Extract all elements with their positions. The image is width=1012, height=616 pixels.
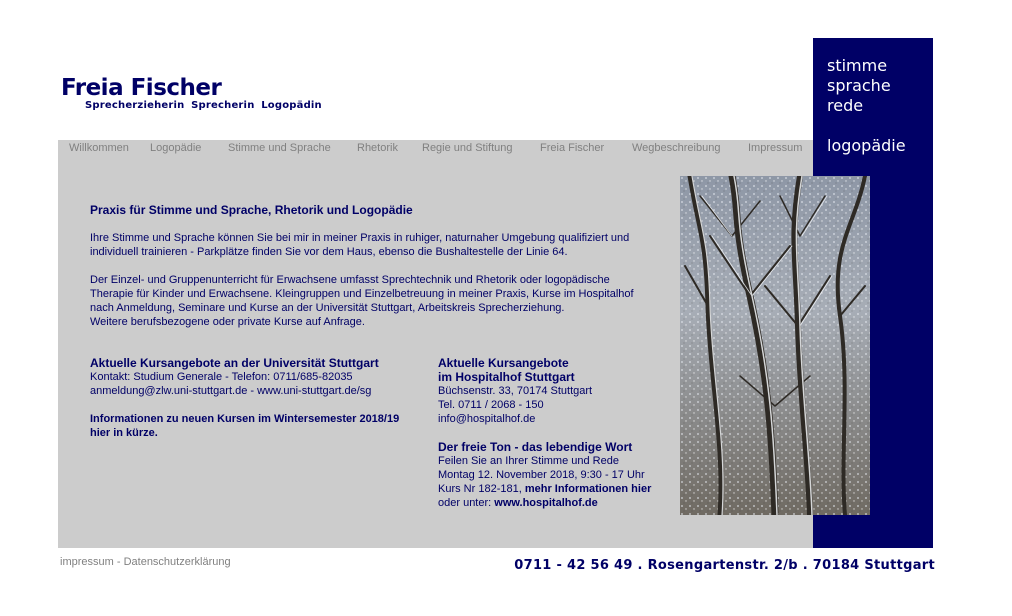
nav-item-rhetorik[interactable]: Rhetorik	[357, 142, 398, 154]
requests-paragraph: Weitere berufsbezogene oder private Kurse auf Anfrage.	[90, 316, 365, 328]
event-line-4	[438, 496, 598, 510]
hospital-phone: Tel. 0711 / 2068 - 150	[438, 399, 544, 411]
nav-item-regie-und-stiftung[interactable]: Regie und Stiftung	[422, 142, 513, 154]
event-course-number: Kurs Nr 182-181,	[438, 483, 525, 495]
uni-info-line-2[interactable]: hier in kürze.	[90, 427, 158, 439]
snow-trees-photo	[680, 176, 870, 515]
nav-item-stimme-und-sprache[interactable]: Stimme und Sprache	[228, 142, 331, 154]
uni-contact: Kontakt: Studium Generale - Telefon: 0711/685-82035	[90, 371, 353, 383]
side-word-sprache: sprache	[827, 76, 891, 95]
uni-info-line-1[interactable]: Informationen zu neuen Kursen im Wintersemester 2018/19	[90, 413, 400, 425]
brand-subtitle: Sprecherzieherin Sprecherin Logopädin	[85, 100, 322, 111]
brand-name: Freia Fischer	[61, 75, 222, 101]
event-line-3	[438, 482, 651, 496]
uni-link-separator: -	[247, 385, 258, 397]
event-more-info-link[interactable]: mehr Informationen hier	[524, 483, 652, 495]
uni-links	[90, 384, 371, 398]
side-word-rede: rede	[827, 96, 864, 115]
side-logo-logopaedie: logopädie	[827, 136, 906, 155]
footer-impressum-link[interactable]: impressum	[60, 556, 114, 568]
footer-separator: -	[113, 556, 124, 568]
footer-datenschutz-link[interactable]: Datenschutzerklärung	[123, 556, 231, 568]
services-paragraph: Der Einzel- und Gruppenunterricht für Erwachsene umfasst Sprechtechnik und Rhetorik oder logopädische Therapie für Kinder und Erwachsene. Kleingruppen und Einzelbetreuung in meiner Praxis, Kurse im Hospitalhof nach Anmeldung, Seminare und Kurse an der Universität Stuttgart, Arbeitskreis Sprecherziehung.	[90, 274, 634, 314]
uni-email-link[interactable]: anmeldung@zlw.uni-stuttgart.de	[90, 385, 248, 397]
nav-item-logopaedie[interactable]: Logopädie	[150, 142, 202, 154]
footer-links	[60, 556, 231, 568]
footer-contact: 0711 - 42 56 49 . Rosengartenstr. 2/b . 70184 Stuttgart	[514, 558, 935, 573]
uni-heading: Aktuelle Kursangebote an der Universität Stuttgart	[90, 356, 379, 370]
hospital-address: Büchsenstr. 33, 70174 Stuttgart	[438, 385, 593, 397]
event-line-2: Montag 12. November 2018, 9:30 - 17 Uhr	[438, 469, 645, 481]
nav-item-impressum[interactable]: Impressum	[748, 142, 803, 154]
main-navigation	[58, 140, 813, 160]
event-heading: Der freie Ton - das lebendige Wort	[438, 440, 633, 454]
main-heading: Praxis für Stimme und Sprache, Rhetorik und Logopädie	[90, 203, 413, 217]
nav-item-wegbeschreibung[interactable]: Wegbeschreibung	[632, 142, 721, 154]
uni-web-link[interactable]: www.uni-stuttgart.de/sg	[257, 385, 372, 397]
nav-item-willkommen[interactable]: Willkommen	[69, 142, 129, 154]
intro-paragraph: Ihre Stimme und Sprache können Sie bei mir in meiner Praxis in ruhiger, naturnaher Umgebung qualifiziert und individuell trainieren - Parkplätze finden Sie vor dem Haus, ebenso die Bushaltestelle der Linie 64.	[90, 232, 630, 258]
event-hospitalhof-link[interactable]: www.hospitalhof.de	[494, 497, 598, 509]
nav-item-freia-fischer[interactable]: Freia Fischer	[540, 142, 605, 154]
hospital-heading-line-1: Aktuelle Kursangebote	[438, 356, 569, 370]
side-word-stimme: stimme	[827, 56, 888, 75]
hospital-heading-line-2: im Hospitalhof Stuttgart	[438, 370, 575, 384]
event-line-4-prefix: oder unter:	[438, 497, 495, 509]
event-line-1: Feilen Sie an Ihrer Stimme und Rede	[438, 455, 619, 467]
hospital-email-link[interactable]: info@hospitalhof.de	[438, 413, 536, 425]
